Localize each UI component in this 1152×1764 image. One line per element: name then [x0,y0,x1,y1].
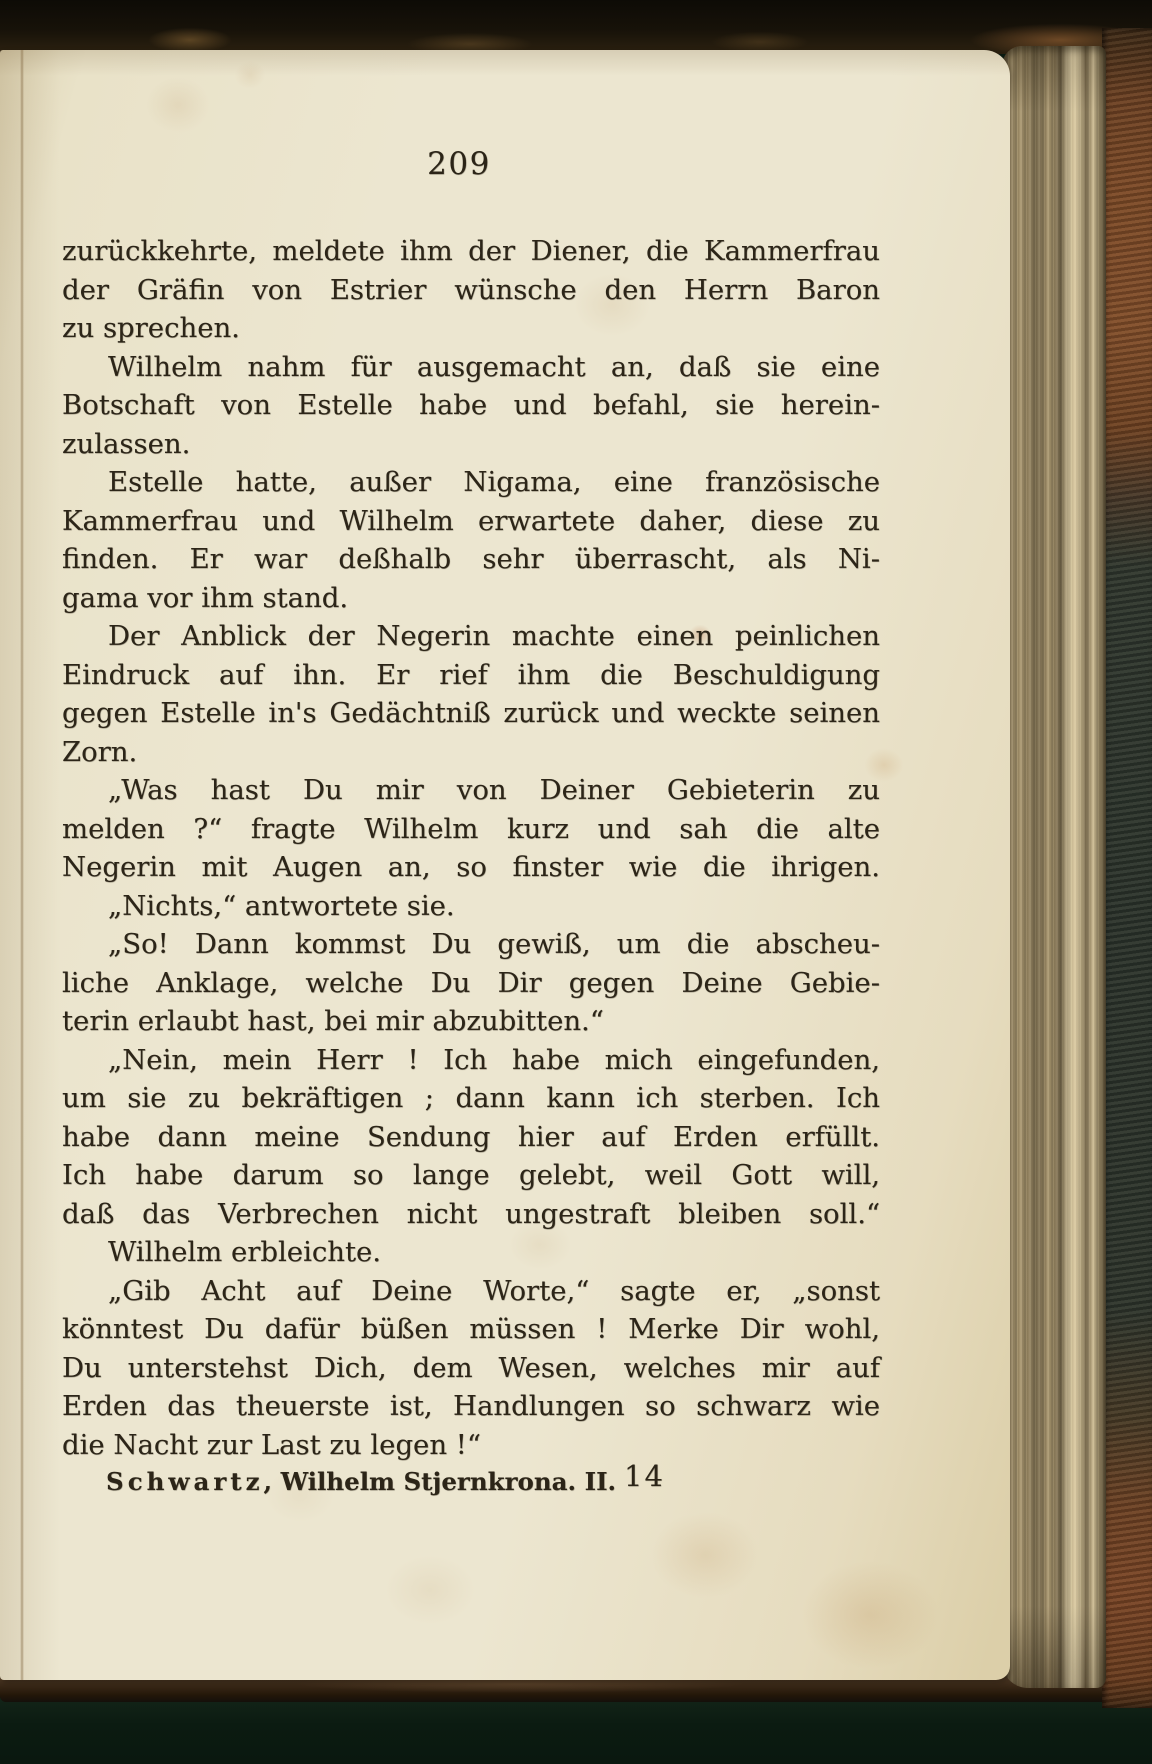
text-line: Der Anblick der Negerin machte einen peinlichen [108,620,880,652]
text-line: finden. Er war deßhalb sehr überrascht, als Ni- [62,543,880,575]
text-line: „Was hast Du mir von Deiner Gebieterin zu [108,774,880,806]
page-number: 209 [427,146,491,182]
text-line: habe dann meine Sendung hier auf Erden erfüllt. [62,1120,880,1153]
text-line: gegen Estelle in's Gedächtniß zurück und weckte seinen [62,697,880,729]
text-line: melden ?“ fragte Wilhelm kurz und sah die alte [62,812,880,845]
text-line: „Nein, mein Herr ! Ich habe mich eingefunden, [108,1043,880,1076]
text-line: zulassen. [62,427,191,460]
footer-line [62,1459,880,1500]
text-line: Ich habe darum so lange gelebt, weil Gott will, [62,1159,880,1191]
footer-author: Schwartz [106,1467,264,1496]
text-line: Wilhelm nahm für ausgemacht an, daß sie eine [108,350,880,383]
text-line: Eindruck auf ihn. Er rief ihm die Beschuldigung [62,658,880,691]
text-line: Wilhelm erbleichte. [108,1236,382,1268]
text-line: „So! Dann kommst Du gewiß, um die abscheu- [108,928,880,960]
text-line: gama vor ihm stand. [62,581,349,614]
text-line: Kammerfrau und Wilhelm erwartete daher, diese zu [62,504,880,537]
text-line: der Gräfin von Estrier wünsche den Herrn Baron [62,273,880,306]
text-line: Du unterstehst Dich, dem Wesen, welches mir auf [62,1351,880,1384]
footer-signature [106,1464,616,1500]
text-line: Estelle hatte, außer Nigama, eine französische [108,466,880,498]
book-page [0,50,1010,1680]
text-line: könntest Du dafür büßen müssen ! Merke Dir wohl, [62,1313,880,1345]
book-top-edge [0,0,1152,54]
text-line: terin erlaubt hast, bei mir abzubitten.“ [62,1005,604,1037]
text-line: die Nacht zur Last zu legen !“ [62,1428,481,1461]
text-line: zurückkehrte, meldete ihm der Diener, die Kammerfrau [62,235,880,267]
text-block [62,232,880,1496]
text-line: Negerin mit Augen an, so finster wie die ihrigen. [62,851,880,883]
text-line: daß das Verbrechen nicht ungestraft bleiben soll.“ [62,1197,880,1230]
text-line: „Gib Acht auf Deine Worte,“ sagte er, „sonst [108,1274,880,1307]
footer-title: , Wilhelm Stjernkrona. II. [263,1467,617,1496]
text-line: um sie zu bekräftigen ; dann kann ich sterben. Ich [62,1082,880,1114]
page-fore-edge [1002,46,1106,1688]
text-line: Botschaft von Estelle habe und befahl, sie herein- [62,389,880,421]
text-line: Zorn. [62,735,138,768]
sheet-number: 14 [624,1459,665,1493]
text-line: liche Anklage, welche Du Dir gegen Deine Gebie- [62,966,880,999]
text-line: „Nichts,“ antwortete sie. [108,889,455,922]
backdrop [0,1698,1152,1764]
text-line: Erden das theuerste ist, Handlungen so schwarz wie [62,1390,880,1422]
text-line: zu sprechen. [62,312,240,344]
leather-cover [1102,28,1152,1708]
